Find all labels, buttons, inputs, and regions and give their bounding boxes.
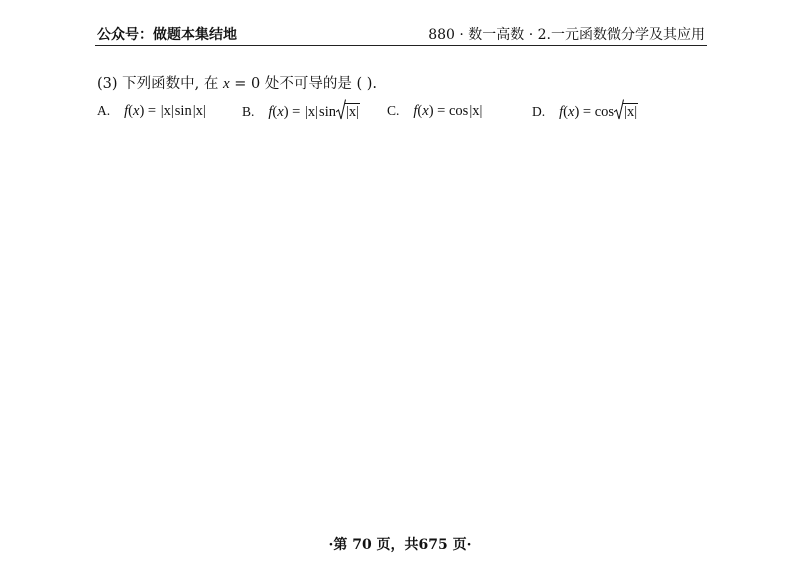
function-name: f: [268, 104, 273, 120]
question-suffix: 处不可导的是 ( ).: [264, 76, 378, 92]
trig-func: cos: [448, 103, 469, 119]
page-header: [95, 24, 707, 44]
trig-func: sin: [319, 104, 336, 120]
abs-x: |x|: [192, 103, 206, 119]
header-divider: [95, 45, 707, 46]
radical-sign: [614, 99, 624, 121]
option-c: C. f(x) = cos|x|: [387, 103, 483, 119]
option-letter: D.: [532, 104, 546, 119]
header-chapter: 880 · 数一高数 · 2.一元函数微分学及其应用: [428, 27, 705, 43]
question-equation: = 0: [229, 76, 265, 92]
function-name: f: [124, 103, 129, 119]
option-b: B. f(x) = |x|sin |x|: [242, 103, 360, 121]
option-a: A. f(x) = |x|sin|x|: [97, 103, 206, 119]
sqrt-expression: [614, 103, 638, 121]
option-letter: A.: [97, 103, 111, 118]
equals-sign: =: [144, 103, 160, 119]
question-prefix: (3) 下列函数中, 在: [97, 76, 223, 92]
abs-x: |x|: [469, 103, 483, 119]
trig-func: sin: [174, 103, 192, 119]
function-arg: x: [568, 104, 575, 120]
option-d: D. f(x) = cos |x|: [532, 103, 638, 121]
function-arg: x: [422, 103, 429, 119]
abs-x: |x|: [345, 104, 360, 120]
trig-func: cos: [594, 104, 615, 120]
function-name: f: [559, 104, 564, 120]
equals-sign: =: [288, 104, 304, 120]
abs-x: |x|: [160, 103, 174, 119]
page-footer: ·第 70 页，共675 页·: [328, 537, 472, 553]
equals-sign: =: [579, 104, 595, 120]
option-letter: C.: [387, 103, 400, 118]
abs-x: |x|: [304, 104, 319, 120]
function-arg: x: [277, 104, 284, 120]
function-name: f: [413, 103, 418, 119]
equals-sign: =: [433, 103, 449, 119]
function-arg: x: [133, 103, 140, 119]
question-stem: [97, 72, 377, 93]
abs-x: |x|: [624, 104, 638, 120]
sqrt-expression: [336, 103, 360, 121]
radical-sign: [336, 99, 346, 121]
question-variable: x: [222, 76, 230, 92]
option-letter: B.: [242, 104, 255, 119]
header-source: 公众号：做题本集结地: [97, 27, 237, 43]
